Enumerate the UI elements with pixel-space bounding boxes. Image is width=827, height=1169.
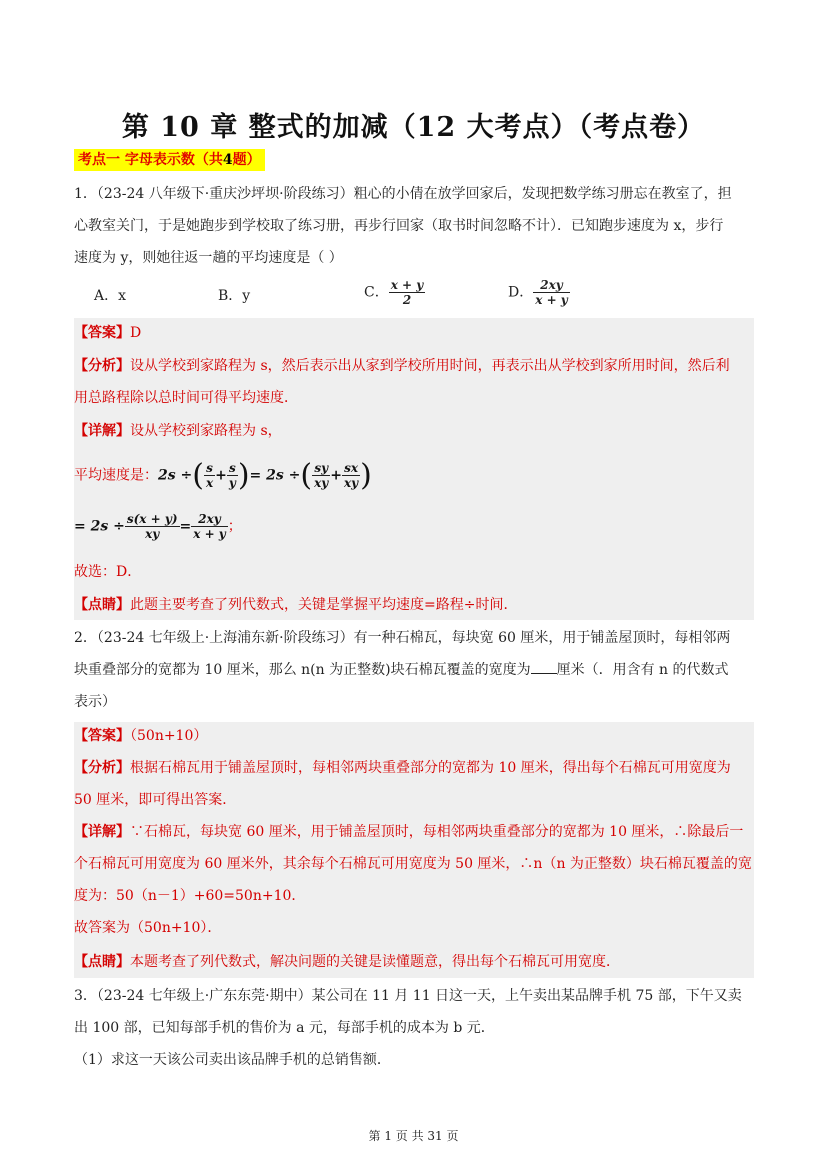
q2-line2: [74, 660, 754, 680]
q2-line3: 表示）: [74, 694, 116, 710]
q2-comment-tag: 【点睛】: [74, 954, 130, 970]
q2-detail-line2: 个石棉瓦可用宽度为 60 厘米外，其余每个石棉瓦可用宽度为 50 厘米，∴n（n 为正整数）块石棉瓦覆盖的宽: [74, 856, 752, 872]
q2-analysis-tag: 【分析】: [74, 760, 130, 776]
q1-analysis-line1: [74, 356, 754, 376]
q1-eq1-f2-den: y: [228, 476, 236, 490]
topic-suffix: 题）: [232, 152, 261, 168]
q1-option-d-label: D．: [508, 284, 534, 301]
q1-eq2-f1-num: s(x + y): [126, 512, 178, 526]
q1-equation-1: 平均速度是：2s ÷( $\frac{s}{x}$ + $\frac{s}{y}$ )= 2s ÷( $\frac{sy}{xy}$ + $\frac{sx}{xy}$ ): [74, 458, 372, 493]
q2-line1: 2．（23-24 七年级上·上海浦东新·阶段练习）有一种石棉瓦，每块宽 60 厘米，用于铺盖屋顶时，每相邻两: [74, 630, 731, 646]
q1-comment-text: 此题主要考查了列代数式，关键是掌握平均速度=路程÷时间．: [130, 597, 518, 613]
q1-option-b: B．y: [218, 288, 251, 304]
q1-eq1-f1-num: s: [204, 461, 215, 476]
q2-answer: [74, 726, 754, 746]
q2-detail-text1: ∵石棉瓦，每块宽 60 厘米，用于铺盖屋顶时，每相邻两块重叠部分的宽都为 10 厘米，∴除最后一: [130, 824, 744, 840]
q1-comment: [74, 595, 754, 615]
q1-analysis-line2: 用总路程除以总时间可得平均速度．: [74, 390, 298, 406]
q2-line2-b: 厘米（．用含有 n 的代数式: [556, 662, 729, 678]
q1-line3: 速度为 y，则她往返一趟的平均速度是（ ）: [74, 250, 343, 266]
q1-eq1-left: 2s ÷: [158, 467, 193, 484]
q1-equation-2: [74, 512, 242, 541]
q2-choose: 故答案为（50n+10）．: [74, 920, 222, 936]
q2-analysis-line1: [74, 758, 754, 778]
q1-eq1-mid: = 2s ÷: [249, 467, 301, 484]
q1-option-c-denominator: 2: [402, 293, 412, 307]
q1-eq2-f1-den: xy: [145, 527, 160, 541]
q1-eq2-eq: =: [179, 518, 192, 535]
q2-detail-line3: 度为：50（n－1）+60=50n+10．: [74, 888, 306, 904]
q1-analysis-text1: 设从学校到家路程为 s，然后表示出从家到学校所用时间，再表示出从学校到家所用时间，然后利: [130, 358, 730, 374]
q1-answer-value: D: [130, 325, 142, 341]
q3-line1: 3．（23-24 七年级上·广东东莞·期中）某公司在 11 月 11 日这一天，上午卖出某品牌手机 75 部，下午又卖: [74, 988, 742, 1004]
q1-answer: [74, 323, 754, 343]
q1-eq2-left: = 2s ÷: [74, 518, 125, 535]
q1-eq1-f4-den: xy: [343, 476, 359, 490]
q1-option-a: A．x: [94, 288, 127, 304]
q3-sub1: （1）求这一天该公司卖出该品牌手机的总销售额．: [74, 1052, 391, 1068]
q1-option-c-label: C．: [364, 284, 389, 301]
q1-avg-label: 平均速度是：: [74, 467, 158, 484]
q1-detail-text1: 设从学校到家路程为 s，: [130, 423, 282, 439]
q1-eq2-end: ；: [227, 518, 242, 535]
q1-eq1-f3-num: sy: [312, 461, 330, 476]
q1-line2: 心教室关门，于是她跑步到学校取了练习册，再步行回家（取书时间忽略不计）．已知跑步速度为 x，步行: [74, 218, 724, 234]
q1-option-c: [364, 278, 425, 307]
page-title: 第 10 章 整式的加减（12 大考点）（考点卷）: [121, 112, 706, 143]
q2-line2-a: 块重叠部分的宽都为 10 厘米，那么 n(n 为正整数)块石棉瓦覆盖的宽度为: [74, 662, 531, 678]
q1-option-d-numerator: 2xy: [533, 278, 570, 293]
q2-comment-text: 本题考查了列代数式，解决问题的关键是读懂题意，得出每个石棉瓦可用宽度．: [130, 954, 620, 970]
q1-option-d-denominator: x + y: [535, 293, 568, 307]
q2-answer-tag: 【答案】: [74, 728, 130, 744]
q1-detail-line1: [74, 421, 754, 441]
topic-count: 4: [222, 152, 233, 168]
q1-line1: 1．（23-24 八年级下·重庆沙坪坝·阶段练习）粗心的小倩在放学回家后，发现把数学练习册忘在教室了，担: [74, 186, 732, 202]
topic-prefix: 考点一 字母表示数（共: [78, 152, 223, 168]
q2-answer-value: （50n+10）: [130, 728, 208, 744]
q1-option-d: [508, 278, 570, 307]
q1-analysis-tag: 【分析】: [74, 358, 130, 374]
q1-comment-tag: 【点睛】: [74, 597, 130, 613]
q1-eq2-f2-den: x + y: [193, 527, 226, 541]
q2-detail-line1: [74, 822, 754, 842]
q1-answer-tag: 【答案】: [74, 325, 130, 341]
q1-eq1-f2-num: s: [227, 461, 238, 476]
q2-comment: [74, 952, 754, 972]
q1-eq1-f4-num: sx: [342, 461, 360, 476]
q1-eq1-plus: +: [215, 467, 227, 484]
q2-analysis-line2: 50 厘米，即可得出答案．: [74, 792, 237, 808]
q1-eq1-f3-den: xy: [314, 476, 329, 490]
q1-choose: 故选：D．: [74, 564, 142, 580]
q1-eq1-plus2: +: [330, 467, 342, 484]
q2-answer-blank: [531, 660, 557, 674]
topic-heading: [74, 149, 265, 171]
q1-option-c-numerator: x + y: [390, 278, 424, 292]
q1-eq2-f2-num: 2xy: [191, 512, 228, 527]
q3-line2: 出 100 部，已知每部手机的售价为 a 元，每部手机的成本为 b 元．: [74, 1020, 495, 1036]
q2-detail-tag: 【详解】: [74, 824, 130, 840]
q1-eq1-f1-den: x: [205, 476, 214, 490]
page-footer: 第 1 页 共 31 页: [368, 1129, 459, 1143]
q2-analysis-text1: 根据石棉瓦用于铺盖屋顶时，每相邻两块重叠部分的宽都为 10 厘米，得出每个石棉瓦可用宽度为: [130, 760, 731, 776]
q1-detail-tag: 【详解】: [74, 423, 130, 439]
